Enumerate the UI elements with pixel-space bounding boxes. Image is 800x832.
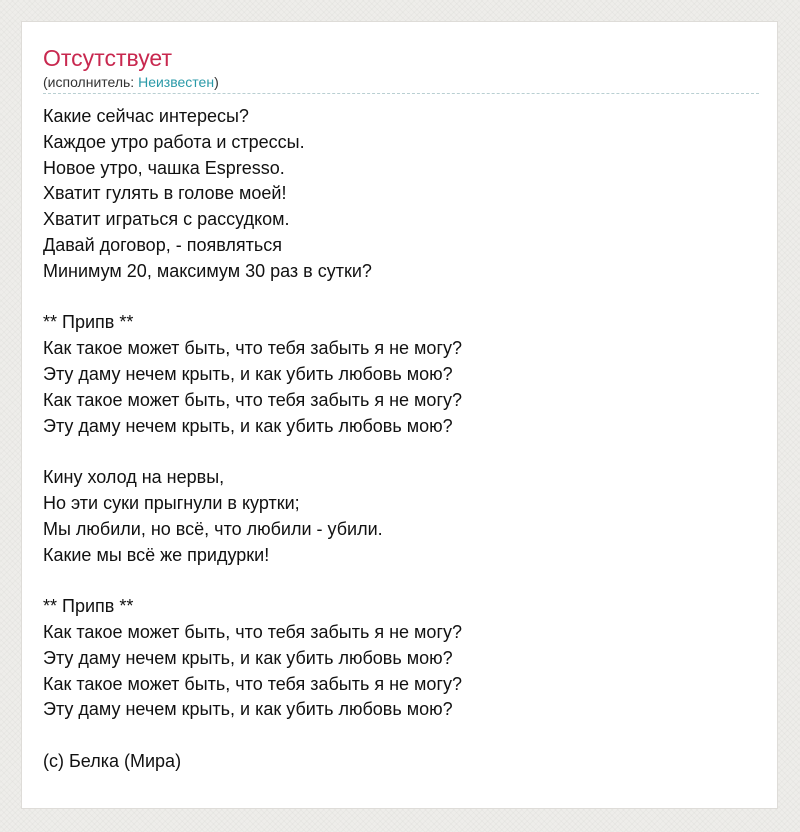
artist-link[interactable]: Неизвестен [138,74,215,90]
artist-prefix: (исполнитель: [43,74,139,90]
lyrics-blank-line [43,568,759,594]
lyrics-line: ** Припв ** [43,312,134,333]
lyrics-line: Новое утро, чашка Espresso. [43,157,285,178]
lyrics-line: Какие сейчас интересы? [43,106,249,126]
lyrics-line: Как такое может быть, что тебя забыть я не могу? [43,338,463,359]
title-divider [43,93,759,94]
artist-suffix: ) [214,74,219,90]
lyrics-line: Эту даму нечем крыть, и как убить любовь мою? [43,647,453,668]
lyrics-line: Как такое может быть, что тебя забыть я не могу? [43,621,463,642]
song-title: Отсутствует [43,45,172,71]
artist-line [43,73,219,91]
lyrics-blank-line [43,723,759,749]
lyrics-line: Какие мы всё же придурки! [43,544,270,565]
lyrics-line: Как такое может быть, что тебя забыть я не могу? [43,673,463,694]
lyrics-line: Давай договор, - появляться [43,234,282,255]
lyrics-card [21,21,778,809]
lyrics-line: Как такое может быть, что тебя забыть я не могу? [43,389,463,410]
lyrics-line: Хватит играться с рассудком. [43,209,290,230]
lyrics-line: Эту даму нечем крыть, и как убить любовь мою? [43,363,453,384]
lyrics-blank-line [43,439,759,465]
lyrics-line: (c) Белка (Мира) [43,750,182,771]
lyrics-text [43,104,759,775]
lyrics-line: Хватит гулять в голове моей! [43,183,287,204]
lyrics-line: Эту даму нечем крыть, и как убить любовь мою? [43,415,453,436]
lyrics-blank-line [43,285,759,311]
lyrics-line: Каждое утро работа и стрессы. [43,131,305,152]
lyrics-line: ** Припв ** [43,596,134,617]
lyrics-line: Эту даму нечем крыть, и как убить любовь мою? [43,699,453,720]
lyrics-line: Минимум 20, максимум 30 раз в сутки? [43,260,372,281]
lyrics-line: Но эти суки прыгнули в куртки; [43,492,300,513]
lyrics-line: Кину холод на нервы, [43,467,225,488]
lyrics-line: Мы любили, но всё, что любили - убили. [43,518,383,539]
